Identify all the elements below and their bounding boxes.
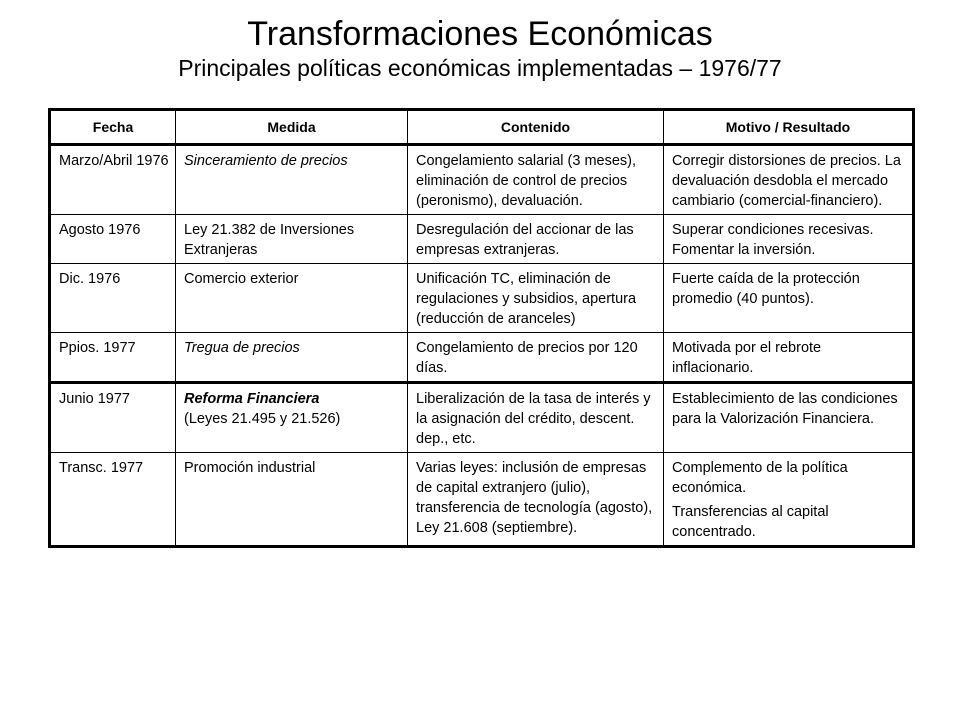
cell-medida-detail: (Leyes 21.495 y 21.526) (184, 411, 341, 427)
cell-motivo: Establecimiento de las condiciones para la Valorización Financiera. (664, 383, 914, 453)
cell-motivo (664, 453, 914, 547)
policies-table (48, 108, 915, 548)
column-header-motivo: Motivo / Resultado (664, 110, 914, 145)
cell-medida-title: Reforma Financiera (184, 391, 320, 407)
column-header-fecha: Fecha (50, 110, 176, 145)
table-row (50, 453, 914, 547)
slide-title: Transformaciones Económicas (247, 15, 713, 53)
table-row (50, 215, 914, 264)
table-row (50, 383, 914, 453)
cell-medida: Tregua de precios (176, 333, 408, 383)
cell-contenido: Desregulación del accionar de las empresas extranjeras. (408, 215, 664, 264)
slide-subtitle: Principales políticas económicas implementadas – 1976/77 (178, 55, 782, 81)
column-header-contenido: Contenido (408, 110, 664, 145)
cell-fecha: Transc. 1977 (50, 453, 176, 547)
cell-contenido: Varias leyes: inclusión de empresas de capital extranjero (julio), transferencia de tecnología (agosto), Ley 21.608 (septiembre). (408, 453, 664, 547)
cell-medida (176, 383, 408, 453)
cell-fecha: Ppios. 1977 (50, 333, 176, 383)
cell-fecha: Junio 1977 (50, 383, 176, 453)
cell-contenido: Unificación TC, eliminación de regulaciones y subsidios, apertura (reducción de aranceles) (408, 264, 664, 333)
cell-medida: Promoción industrial (176, 453, 408, 547)
column-header-medida: Medida (176, 110, 408, 145)
cell-fecha: Dic. 1976 (50, 264, 176, 333)
cell-fecha: Marzo/Abril 1976 (50, 145, 176, 215)
cell-motivo: Corregir distorsiones de precios. La devaluación desdobla el mercado cambiario (comercial-financiero). (664, 145, 914, 215)
cell-motivo: Superar condiciones recesivas. Fomentar la inversión. (664, 215, 914, 264)
cell-contenido: Congelamiento salarial (3 meses), eliminación de control de precios (peronismo), devaluación. (408, 145, 664, 215)
table-row (50, 264, 914, 333)
table-row (50, 145, 914, 215)
cell-motivo: Motivada por el rebrote inflacionario. (664, 333, 914, 383)
cell-medida: Sinceramiento de precios (176, 145, 408, 215)
cell-motivo-part-1: Complemento de la política económica. (672, 460, 848, 496)
cell-motivo: Fuerte caída de la protección promedio (40 puntos). (664, 264, 914, 333)
cell-contenido: Liberalización de la tasa de interés y la asignación del crédito, descent. dep., etc. (408, 383, 664, 453)
cell-motivo-part-2: Transferencias al capital concentrado. (672, 504, 829, 540)
cell-fecha: Agosto 1976 (50, 215, 176, 264)
cell-medida: Ley 21.382 de Inversiones Extranjeras (176, 215, 408, 264)
slide-header (0, 14, 960, 82)
cell-medida: Comercio exterior (176, 264, 408, 333)
cell-contenido: Congelamiento de precios por 120 días. (408, 333, 664, 383)
table-row (50, 333, 914, 383)
table-header-row (50, 110, 914, 145)
